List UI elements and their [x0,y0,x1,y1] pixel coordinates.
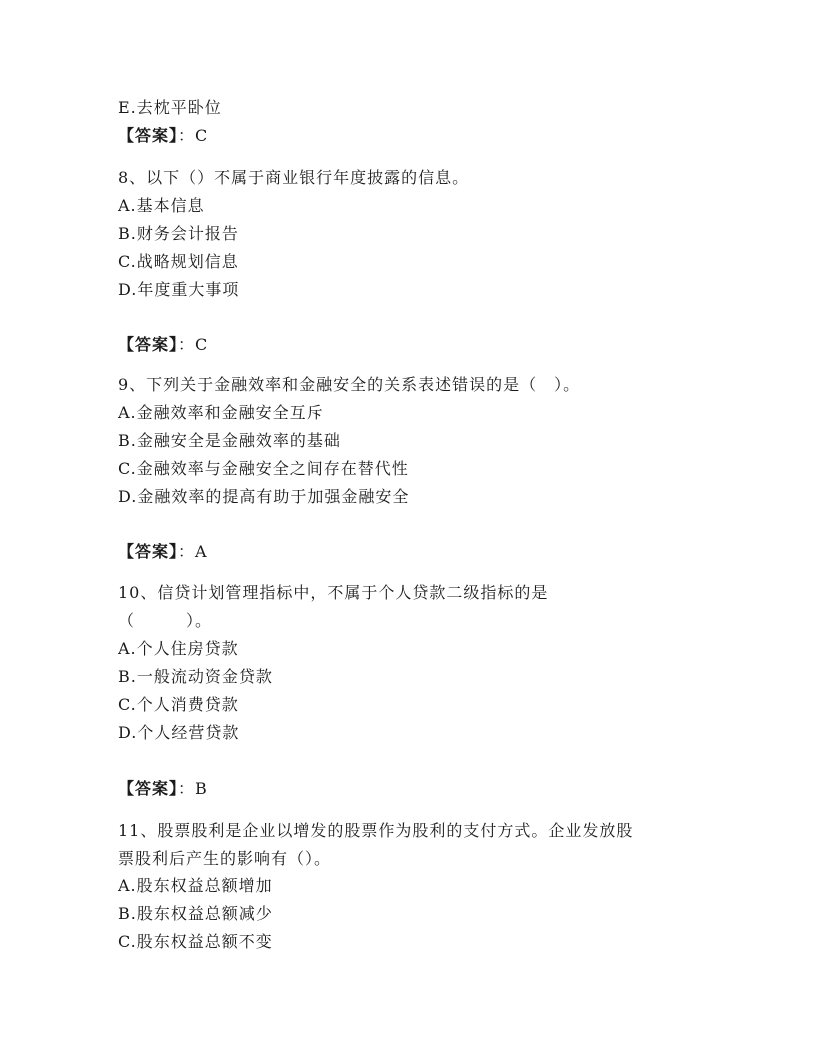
q8-option-d: D.年度重大事项 [118,280,240,299]
q9-answer-sep: ： [178,542,196,561]
q9-option-c: C.金融效率与金融安全之间存在替代性 [118,459,409,478]
q8-answer-label: 【答案】 [118,335,179,354]
q10-answer-label: 【答案】 [118,779,179,798]
q10-stem-line1: 10、信贷计划管理指标中，不属于个人贷款二级指标的是 [118,583,549,602]
q9-answer-label: 【答案】 [118,542,179,561]
q7-option-e: E.去枕平卧位 [118,98,222,117]
q10-stem-line2: （ ）。 [118,611,213,630]
q7-answer [118,125,208,147]
q8-option-c: C.战略规划信息 [118,252,239,271]
q11-option-b: B.股东权益总额减少 [118,904,273,923]
q9-stem: 9、下列关于金融效率和金融安全的关系表述错误的是（ ）。 [118,375,581,394]
q7-answer-value: C [195,126,209,145]
q11-option-c: C.股东权益总额不变 [118,932,273,951]
q11-option-a: A.股东权益总额增加 [118,876,273,895]
q8-answer [118,334,208,356]
q9-answer-value: A [195,542,208,561]
q10-option-a: A.个人住房贷款 [118,639,239,658]
q10-option-b: B.一般流动资金贷款 [118,667,273,686]
q9-answer [118,541,208,563]
q7-answer-label: 【答案】 [118,126,179,145]
q8-option-b: B.财务会计报告 [118,224,239,243]
q11-stem-line2: 票股利后产生的影响有（）。 [118,849,332,868]
q8-answer-value: C [195,335,209,354]
q10-option-c: C.个人消费贷款 [118,695,239,714]
q8-stem: 8、以下（）不属于商业银行年度披露的信息。 [118,168,470,187]
q9-option-b: B.金融安全是金融效率的基础 [118,431,341,450]
q9-option-d: D.金融效率的提高有助于加强金融安全 [118,487,410,506]
q11-stem-line1: 11、股票股利是企业以增发的股票作为股利的支付方式。企业发放股 [118,821,634,840]
q7-answer-sep: ： [178,126,196,145]
q10-answer [118,778,208,800]
q9-option-a: A.金融效率和金融安全互斥 [118,403,324,422]
q8-answer-sep: ： [178,335,196,354]
q8-option-a: A.基本信息 [118,196,205,215]
q10-answer-value: B [195,779,208,798]
q10-option-d: D.个人经营贷款 [118,723,240,742]
q10-answer-sep: ： [178,779,196,798]
